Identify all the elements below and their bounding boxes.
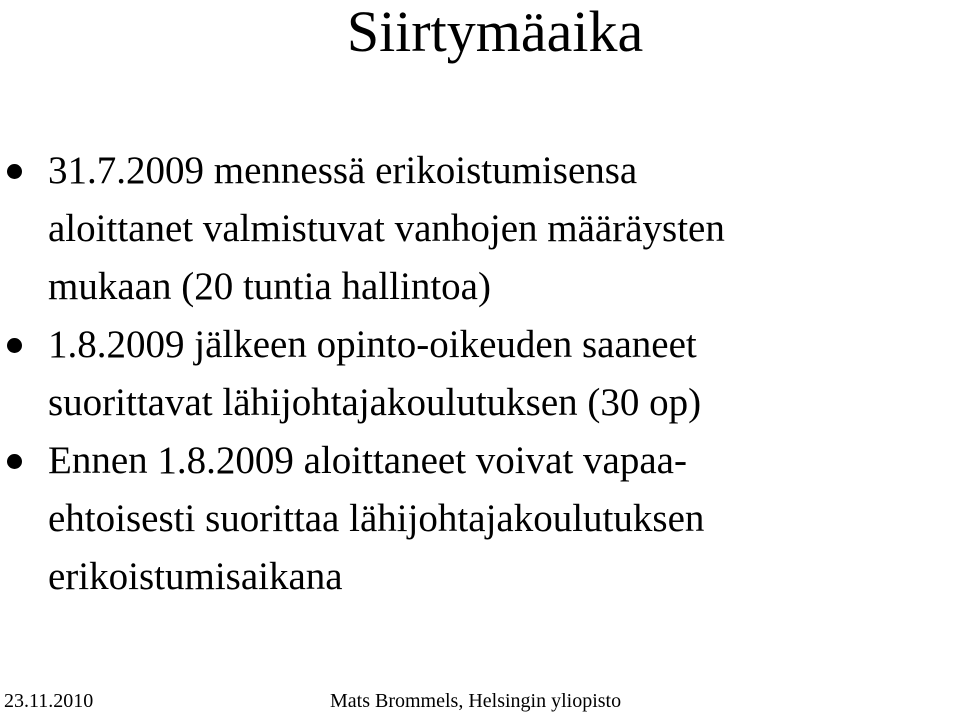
bullet-line: mukaan (20 tuntia hallintoa) xyxy=(48,265,491,308)
bullet-item xyxy=(0,142,960,316)
bullet-dot-icon xyxy=(7,338,22,353)
bullet-line: erikoistumisaikana xyxy=(48,555,343,598)
bullet-line: 1.8.2009 jälkeen opinto-oikeuden saaneet xyxy=(48,323,697,366)
bullet-list xyxy=(0,142,960,606)
bullet-line: 31.7.2009 mennessä erikoistumisensa xyxy=(48,149,638,192)
bullet-dot-icon xyxy=(7,164,22,179)
bullet-item xyxy=(0,316,960,432)
bullet-line: aloittanet valmistuvat vanhojen määräysten xyxy=(48,207,725,250)
bullet-line: Ennen 1.8.2009 aloittaneet voivat vapaa- xyxy=(48,439,687,482)
bullet-line: ehtoisesti suorittaa lähijohtajakoulutuksen xyxy=(48,497,705,540)
footer-date: 23.11.2010 xyxy=(4,690,94,712)
footer-author: Mats Brommels, Helsingin yliopisto xyxy=(330,690,622,712)
bullet-item xyxy=(0,432,960,606)
bullet-line: suorittavat lähijohtajakoulutuksen (30 op) xyxy=(48,381,702,424)
slide-title: Siirtymäaika xyxy=(346,0,644,64)
bullet-dot-icon xyxy=(7,454,22,469)
